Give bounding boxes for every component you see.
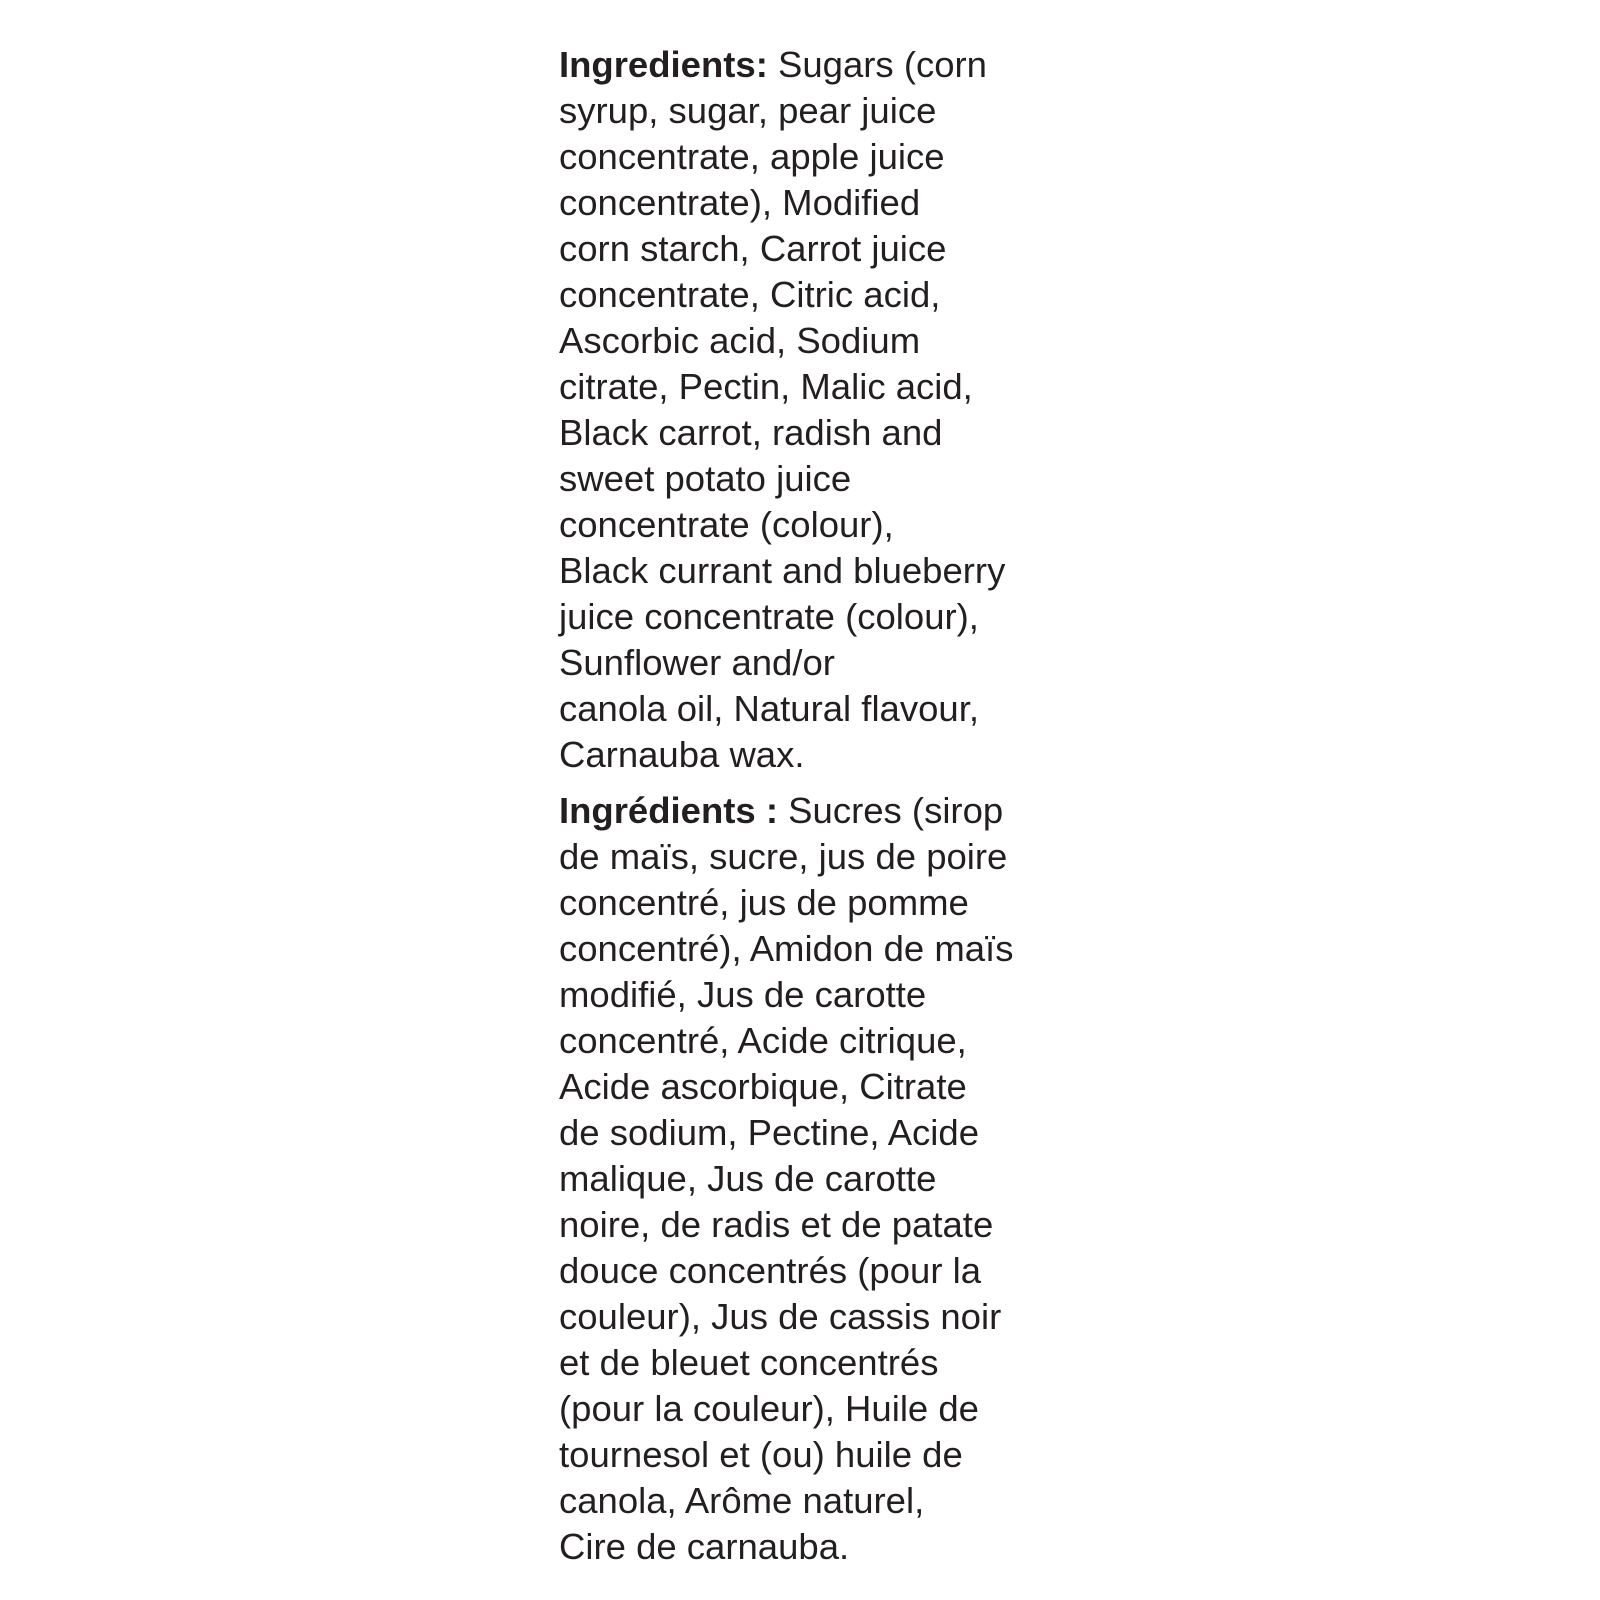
ingredient-line: concentrate), Modified: [559, 182, 921, 223]
ingredient-line: concentrate, Citric acid,: [559, 274, 941, 315]
ingredient-line: [559, 42, 1079, 88]
ingredient-line: concentré, jus de pomme: [559, 882, 969, 923]
ingredient-line: concentrate, apple juice: [559, 136, 945, 177]
ingredient-line: de sodium, Pectine, Acide: [559, 1112, 979, 1153]
english-heading: Ingredients:: [559, 44, 768, 85]
english-ingredients: [559, 42, 1079, 778]
ingredient-line: (pour la couleur), Huile de: [559, 1388, 979, 1429]
ingredient-line: de maïs, sucre, jus de poire: [559, 836, 1008, 877]
ingredient-line: couleur), Jus de cassis noir: [559, 1296, 1002, 1337]
ingredient-text: Sucres (sirop: [778, 790, 1004, 831]
ingredients-label: [559, 42, 1079, 1570]
ingredient-line: syrup, sugar, pear juice: [559, 90, 937, 131]
ingredient-line: concentré), Amidon de maïs: [559, 928, 1014, 969]
ingredient-line: tournesol et (ou) huile de: [559, 1434, 963, 1475]
ingredient-line: citrate, Pectin, Malic acid,: [559, 366, 973, 407]
ingredient-line: concentrate (colour),: [559, 504, 894, 545]
ingredient-line: Acide ascorbique, Citrate: [559, 1066, 967, 1107]
ingredient-text: Sugars (corn: [767, 44, 987, 85]
ingredient-line: Ascorbic acid, Sodium: [559, 320, 921, 361]
french-heading: Ingrédients :: [559, 790, 779, 831]
ingredient-line: noire, de radis et de patate: [559, 1204, 994, 1245]
ingredient-line: concentré, Acide citrique,: [559, 1020, 967, 1061]
ingredient-line: Sunflower and/or: [559, 642, 835, 683]
ingredient-line: Black currant and blueberry: [559, 550, 1006, 591]
french-ingredients: [559, 788, 1079, 1570]
ingredient-line: juice concentrate (colour),: [559, 596, 979, 637]
ingredient-line: [559, 788, 1079, 834]
ingredient-line: Cire de carnauba.: [559, 1526, 850, 1567]
ingredient-line: douce concentrés (pour la: [559, 1250, 982, 1291]
ingredient-line: Carnauba wax.: [559, 734, 805, 775]
ingredient-line: canola, Arôme naturel,: [559, 1480, 925, 1521]
ingredient-line: Black carrot, radish and: [559, 412, 943, 453]
ingredient-line: modifié, Jus de carotte: [559, 974, 927, 1015]
ingredient-line: corn starch, Carrot juice: [559, 228, 947, 269]
ingredient-line: et de bleuet concentrés: [559, 1342, 939, 1383]
ingredient-line: sweet potato juice: [559, 458, 852, 499]
ingredient-line: malique, Jus de carotte: [559, 1158, 937, 1199]
ingredient-line: canola oil, Natural flavour,: [559, 688, 979, 729]
